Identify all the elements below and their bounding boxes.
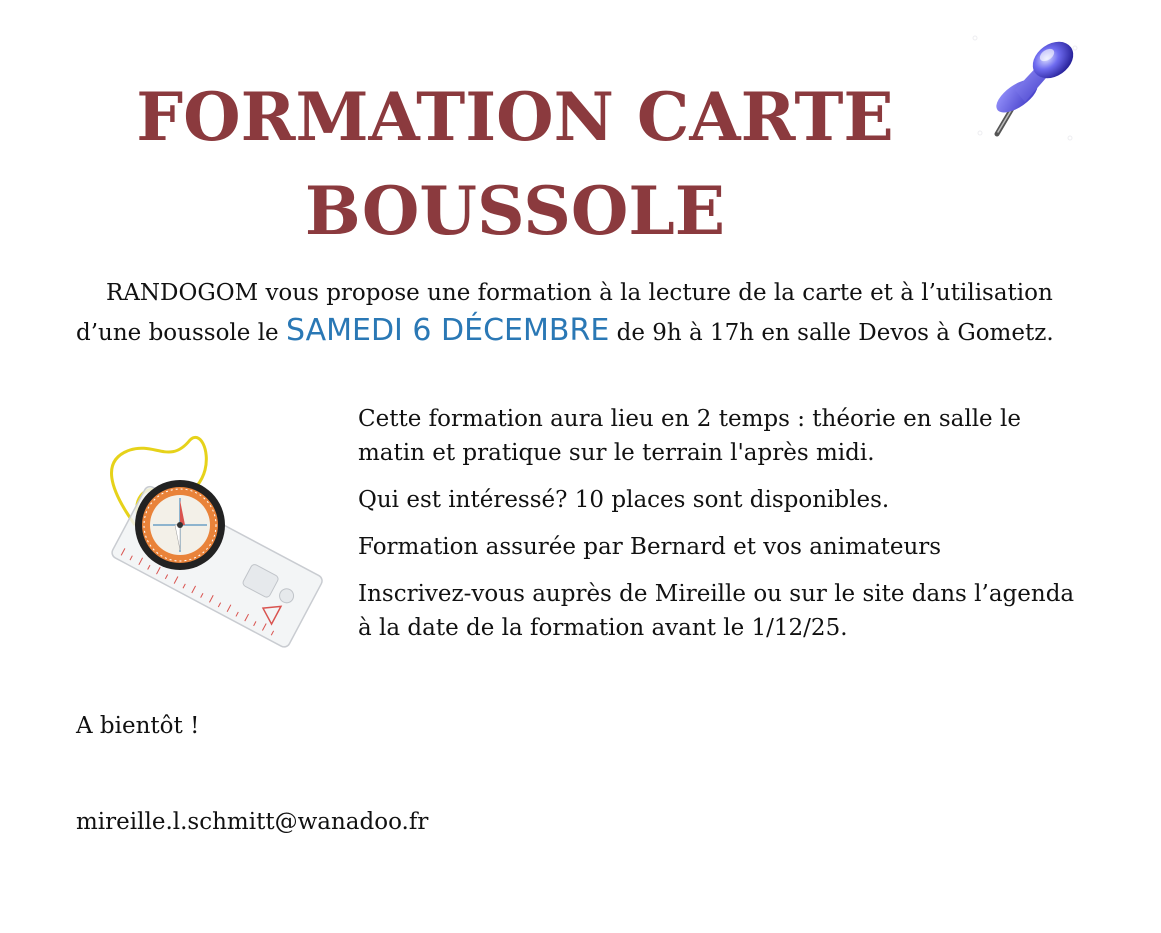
details-paragraph-places: Qui est intéressé? 10 places sont disponibles. xyxy=(358,487,890,513)
details-section xyxy=(358,402,1078,658)
push-pin-icon xyxy=(955,18,1095,158)
compass-image xyxy=(100,430,330,660)
details-paragraph-trainers: Formation assurée par Bernard et vos animateurs xyxy=(358,534,942,560)
title-line-2: BOUSSOLE xyxy=(304,172,726,250)
title-line-1: FORMATION CARTE xyxy=(136,78,894,156)
details-paragraph-schedule: Cette formation aura lieu en 2 temps : théorie en salle le matin et pratique sur le terrain l'après midi. xyxy=(358,406,1021,466)
closing-text: A bientôt ! xyxy=(76,713,200,739)
intro-text-start: RANDOGOM vous propose une formation à la lecture de la carte et à l’utilisation d’une boussole le xyxy=(76,280,1053,346)
event-date: SAMEDI 6 DÉCEMBRE xyxy=(285,313,610,348)
page-title xyxy=(0,70,1030,258)
intro-text-end: de 9h à 17h en salle Devos à Gometz. xyxy=(609,320,1054,346)
contact-email: mireille.l.schmitt@wanadoo.fr xyxy=(76,809,429,835)
intro-paragraph xyxy=(76,274,1076,352)
details-paragraph-registration: Inscrivez-vous auprès de Mireille ou sur le site dans l’agenda à la date de la formation avant le 1/12/25. xyxy=(358,581,1075,641)
